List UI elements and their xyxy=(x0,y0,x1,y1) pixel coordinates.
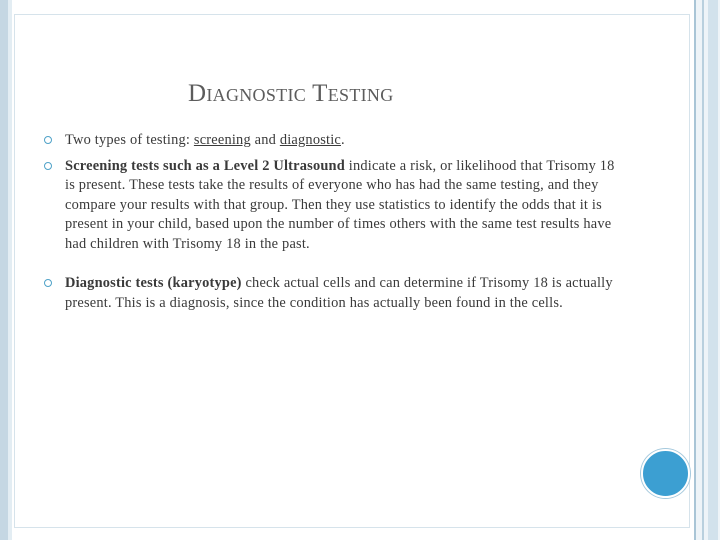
slide-title: Diagnostic Testing xyxy=(188,80,394,107)
bullet-text: and xyxy=(250,132,280,148)
right-border-line xyxy=(702,0,704,540)
screening-link[interactable]: screening xyxy=(193,132,251,148)
slide-content xyxy=(44,131,626,313)
bullet-ring-icon xyxy=(44,279,52,287)
bullet-text: Two types of testing: xyxy=(65,132,194,148)
right-border-line xyxy=(694,0,696,540)
bullet-item xyxy=(44,274,626,313)
bullet-bold-text: Screening tests such as a Level 2 Ultrasound xyxy=(65,157,345,174)
diagnostic-link[interactable]: diagnostic xyxy=(279,132,341,148)
left-border-inner-strip xyxy=(8,0,12,540)
bullet-item xyxy=(44,131,626,151)
bullet-item xyxy=(44,157,626,255)
decorative-circle xyxy=(641,449,690,498)
bullet-text: indicate a risk, or likelihood that Trisomy 18 is present. These tests take the results of everyone who has had the same testing, and they compare your results with that group. Then they use statistics to identify the odds that it is present in your child, based upon the number of times others with the same test results have had children with Trisomy 18 in the past. xyxy=(65,157,615,252)
left-border-strip xyxy=(0,0,8,540)
bullet-ring-icon xyxy=(44,136,52,144)
right-border-line xyxy=(708,0,718,540)
bullet-ring-icon xyxy=(44,162,52,170)
bullet-text: check actual cells and can determine if Trisomy 18 is actually present. This is a diagnosis, since the condition has actually been found in the cells. xyxy=(65,275,613,311)
bullet-bold-text: Diagnostic tests (karyotype) xyxy=(65,275,242,291)
bullet-text: . xyxy=(341,132,345,148)
